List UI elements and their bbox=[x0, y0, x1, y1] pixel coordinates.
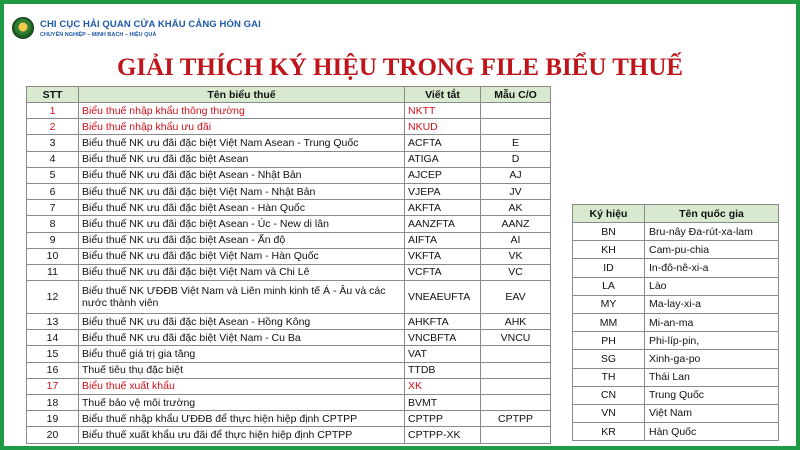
table-row bbox=[27, 200, 551, 216]
table-row bbox=[573, 386, 779, 404]
cell-tax-name: Thuế tiêu thụ đặc biệt bbox=[79, 362, 405, 378]
column-header-stt: STT bbox=[27, 87, 79, 103]
cell-co-form: VK bbox=[481, 248, 551, 264]
cell-tax-name: Biểu thuế xuất khẩu bbox=[79, 378, 405, 394]
cell-country-name: In-đô-nê-xi-a bbox=[645, 259, 779, 277]
cell-tax-name: Biểu thuế NK ƯĐĐB Việt Nam và Liên minh kinh tế Á - Âu và các nước thành viên bbox=[79, 281, 405, 314]
table-row bbox=[27, 281, 551, 314]
cell-stt: 13 bbox=[27, 314, 79, 330]
cell-stt: 8 bbox=[27, 216, 79, 232]
cell-co-form: AI bbox=[481, 232, 551, 248]
cell-co-form bbox=[481, 427, 551, 443]
cell-country-code: CN bbox=[573, 386, 645, 404]
cell-stt: 15 bbox=[27, 346, 79, 362]
cell-abbreviation: VKFTA bbox=[405, 248, 481, 264]
table-row bbox=[27, 248, 551, 264]
table-row bbox=[27, 346, 551, 362]
cell-co-form bbox=[481, 119, 551, 135]
cell-tax-name: Biểu thuế NK ưu đãi đặc biệt Asean - Hàn Quốc bbox=[79, 200, 405, 216]
table-row bbox=[27, 411, 551, 427]
cell-co-form: VC bbox=[481, 264, 551, 280]
table-row bbox=[27, 330, 551, 346]
cell-abbreviation: VAT bbox=[405, 346, 481, 362]
cell-tax-name: Biểu thuế NK ưu đãi đặc biệt Việt Nam - Nhật Bản bbox=[79, 183, 405, 199]
cell-abbreviation: AHKFTA bbox=[405, 314, 481, 330]
cell-abbreviation: VCFTA bbox=[405, 264, 481, 280]
table-row bbox=[573, 313, 779, 331]
cell-stt: 18 bbox=[27, 395, 79, 411]
table-row bbox=[27, 167, 551, 183]
cell-country-name: Phi-líp-pin, bbox=[645, 332, 779, 350]
cell-stt: 11 bbox=[27, 264, 79, 280]
table-row bbox=[27, 135, 551, 151]
table-row bbox=[27, 119, 551, 135]
table-row bbox=[573, 223, 779, 241]
cell-co-form: CPTPP bbox=[481, 411, 551, 427]
cell-abbreviation: VJEPA bbox=[405, 183, 481, 199]
slide bbox=[4, 4, 796, 446]
cell-tax-name: Biểu thuế nhập khẩu thông thường bbox=[79, 103, 405, 119]
table-row bbox=[27, 216, 551, 232]
cell-co-form: EAV bbox=[481, 281, 551, 314]
cell-country-code: PH bbox=[573, 332, 645, 350]
table-row bbox=[27, 378, 551, 394]
table-row bbox=[573, 404, 779, 422]
cell-stt: 12 bbox=[27, 281, 79, 314]
org-name: CHI CỤC HẢI QUAN CỬA KHẨU CẢNG HÒN GAI bbox=[40, 18, 261, 30]
cell-abbreviation: CPTPP bbox=[405, 411, 481, 427]
cell-co-form: E bbox=[481, 135, 551, 151]
table-row bbox=[573, 277, 779, 295]
cell-tax-name: Biểu thuế NK ưu đãi đặc biệt Việt Nam - Hàn Quốc bbox=[79, 248, 405, 264]
cell-abbreviation: AIFTA bbox=[405, 232, 481, 248]
page-title: GIẢI THÍCH KÝ HIỆU TRONG FILE BIỂU THUẾ bbox=[116, 54, 684, 81]
cell-stt: 20 bbox=[27, 427, 79, 443]
cell-stt: 14 bbox=[27, 330, 79, 346]
cell-co-form bbox=[481, 395, 551, 411]
column-header-country: Tên quốc gia bbox=[645, 205, 779, 223]
cell-abbreviation: XK bbox=[405, 378, 481, 394]
cell-country-name: Cam-pu-chia bbox=[645, 241, 779, 259]
cell-stt: 3 bbox=[27, 135, 79, 151]
cell-country-name: Lào bbox=[645, 277, 779, 295]
cell-country-name: Mi-an-ma bbox=[645, 313, 779, 331]
cell-stt: 17 bbox=[27, 378, 79, 394]
cell-country-code: KR bbox=[573, 423, 645, 441]
table-row bbox=[27, 427, 551, 443]
cell-country-name: Việt Nam bbox=[645, 404, 779, 422]
cell-tax-name: Biểu thuế NK ưu đãi đặc biệt Asean - Úc - New di lân bbox=[79, 216, 405, 232]
cell-co-form: AK bbox=[481, 200, 551, 216]
cell-co-form bbox=[481, 103, 551, 119]
cell-stt: 7 bbox=[27, 200, 79, 216]
cell-country-code: KH bbox=[573, 241, 645, 259]
table-row bbox=[27, 314, 551, 330]
table-row bbox=[27, 103, 551, 119]
cell-stt: 10 bbox=[27, 248, 79, 264]
cell-tax-name: Biểu thuế nhập khẩu ưu đãi bbox=[79, 119, 405, 135]
cell-country-code: BN bbox=[573, 223, 645, 241]
cell-country-code: MM bbox=[573, 313, 645, 331]
table-row bbox=[573, 259, 779, 277]
cell-tax-name: Biểu thuế NK ưu đãi đặc biệt Asean - Nhật Bản bbox=[79, 167, 405, 183]
cell-abbreviation: BVMT bbox=[405, 395, 481, 411]
cell-tax-name: Biểu thuế NK ưu đãi đặc biệt Asean - Ấn độ bbox=[79, 232, 405, 248]
table-header-row bbox=[27, 87, 551, 103]
table-row bbox=[573, 368, 779, 386]
table-row bbox=[27, 183, 551, 199]
cell-stt: 9 bbox=[27, 232, 79, 248]
cell-co-form bbox=[481, 346, 551, 362]
table-row bbox=[27, 232, 551, 248]
cell-co-form: JV bbox=[481, 183, 551, 199]
table-row bbox=[573, 332, 779, 350]
cell-abbreviation: ACFTA bbox=[405, 135, 481, 151]
country-code-body bbox=[573, 223, 779, 441]
column-header-co: Mẫu C/O bbox=[481, 87, 551, 103]
cell-tax-name: Biểu thuế NK ưu đãi đặc biệt Asean - Hồng Kông bbox=[79, 314, 405, 330]
cell-co-form: AJ bbox=[481, 167, 551, 183]
table-row bbox=[573, 295, 779, 313]
cell-country-name: Thái Lan bbox=[645, 368, 779, 386]
cell-stt: 19 bbox=[27, 411, 79, 427]
cell-abbreviation: AANZFTA bbox=[405, 216, 481, 232]
cell-tax-name: Biểu thuế NK ưu đãi đặc biệt Asean bbox=[79, 151, 405, 167]
cell-country-code: ID bbox=[573, 259, 645, 277]
cell-abbreviation: AKFTA bbox=[405, 200, 481, 216]
cell-stt: 2 bbox=[27, 119, 79, 135]
cell-abbreviation: VNEAEUFTA bbox=[405, 281, 481, 314]
cell-co-form: D bbox=[481, 151, 551, 167]
cell-tax-name: Biểu thuế giá trị gia tăng bbox=[79, 346, 405, 362]
header bbox=[12, 10, 261, 46]
cell-abbreviation: NKUD bbox=[405, 119, 481, 135]
table-row bbox=[27, 151, 551, 167]
cell-tax-name: Biểu thuế nhập khẩu ƯĐĐB để thực hiện hiệp định CPTPP bbox=[79, 411, 405, 427]
tax-schedule-table bbox=[26, 86, 551, 444]
cell-co-form: AHK bbox=[481, 314, 551, 330]
column-header-abbr: Viết tắt bbox=[405, 87, 481, 103]
cell-stt: 5 bbox=[27, 167, 79, 183]
table-row bbox=[27, 264, 551, 280]
cell-country-name: Trung Quốc bbox=[645, 386, 779, 404]
cell-stt: 6 bbox=[27, 183, 79, 199]
cell-abbreviation: NKTT bbox=[405, 103, 481, 119]
cell-tax-name: Thuế bảo vệ môi trường bbox=[79, 395, 405, 411]
cell-stt: 16 bbox=[27, 362, 79, 378]
org-block bbox=[40, 19, 261, 38]
cell-country-name: Ma-lay-xi-a bbox=[645, 295, 779, 313]
cell-country-code: TH bbox=[573, 368, 645, 386]
table-row bbox=[573, 241, 779, 259]
cell-tax-name: Biểu thuế NK ưu đãi đặc biệt Việt Nam và Chi Lê bbox=[79, 264, 405, 280]
cell-stt: 4 bbox=[27, 151, 79, 167]
cell-tax-name: Biểu thuế xuất khẩu ưu đãi để thực hiện hiệp định CPTPP bbox=[79, 427, 405, 443]
cell-country-code: SG bbox=[573, 350, 645, 368]
country-code-table bbox=[572, 204, 779, 441]
cell-country-code: VN bbox=[573, 404, 645, 422]
cell-abbreviation: TTDB bbox=[405, 362, 481, 378]
customs-emblem-icon bbox=[12, 17, 34, 39]
column-header-name: Tên biểu thuế bbox=[79, 87, 405, 103]
cell-tax-name: Biểu thuế NK ưu đãi đặc biệt Việt Nam Asean - Trung Quốc bbox=[79, 135, 405, 151]
cell-tax-name: Biểu thuế NK ưu đãi đặc biệt Việt Nam - Cu Ba bbox=[79, 330, 405, 346]
cell-co-form bbox=[481, 378, 551, 394]
cell-country-code: LA bbox=[573, 277, 645, 295]
cell-stt: 1 bbox=[27, 103, 79, 119]
cell-country-name: Hàn Quốc bbox=[645, 423, 779, 441]
cell-abbreviation: VNCBFTA bbox=[405, 330, 481, 346]
tax-schedule-body bbox=[27, 103, 551, 444]
org-motto: CHUYÊN NGHIỆP – MINH BẠCH – HIỆU QUẢ bbox=[40, 31, 157, 38]
cell-co-form: VNCU bbox=[481, 330, 551, 346]
cell-country-name: Bru-nây Đa-rút-xa-lam bbox=[645, 223, 779, 241]
cell-co-form: AANZ bbox=[481, 216, 551, 232]
table-row bbox=[573, 423, 779, 441]
table-row bbox=[573, 350, 779, 368]
cell-abbreviation: ATIGA bbox=[405, 151, 481, 167]
cell-abbreviation: AJCEP bbox=[405, 167, 481, 183]
cell-country-name: Xinh-ga-po bbox=[645, 350, 779, 368]
cell-co-form bbox=[481, 362, 551, 378]
table-row bbox=[27, 395, 551, 411]
table-header-row bbox=[573, 205, 779, 223]
cell-abbreviation: CPTPP-XK bbox=[405, 427, 481, 443]
cell-country-code: MY bbox=[573, 295, 645, 313]
table-row bbox=[27, 362, 551, 378]
column-header-code: Ký hiệu bbox=[573, 205, 645, 223]
